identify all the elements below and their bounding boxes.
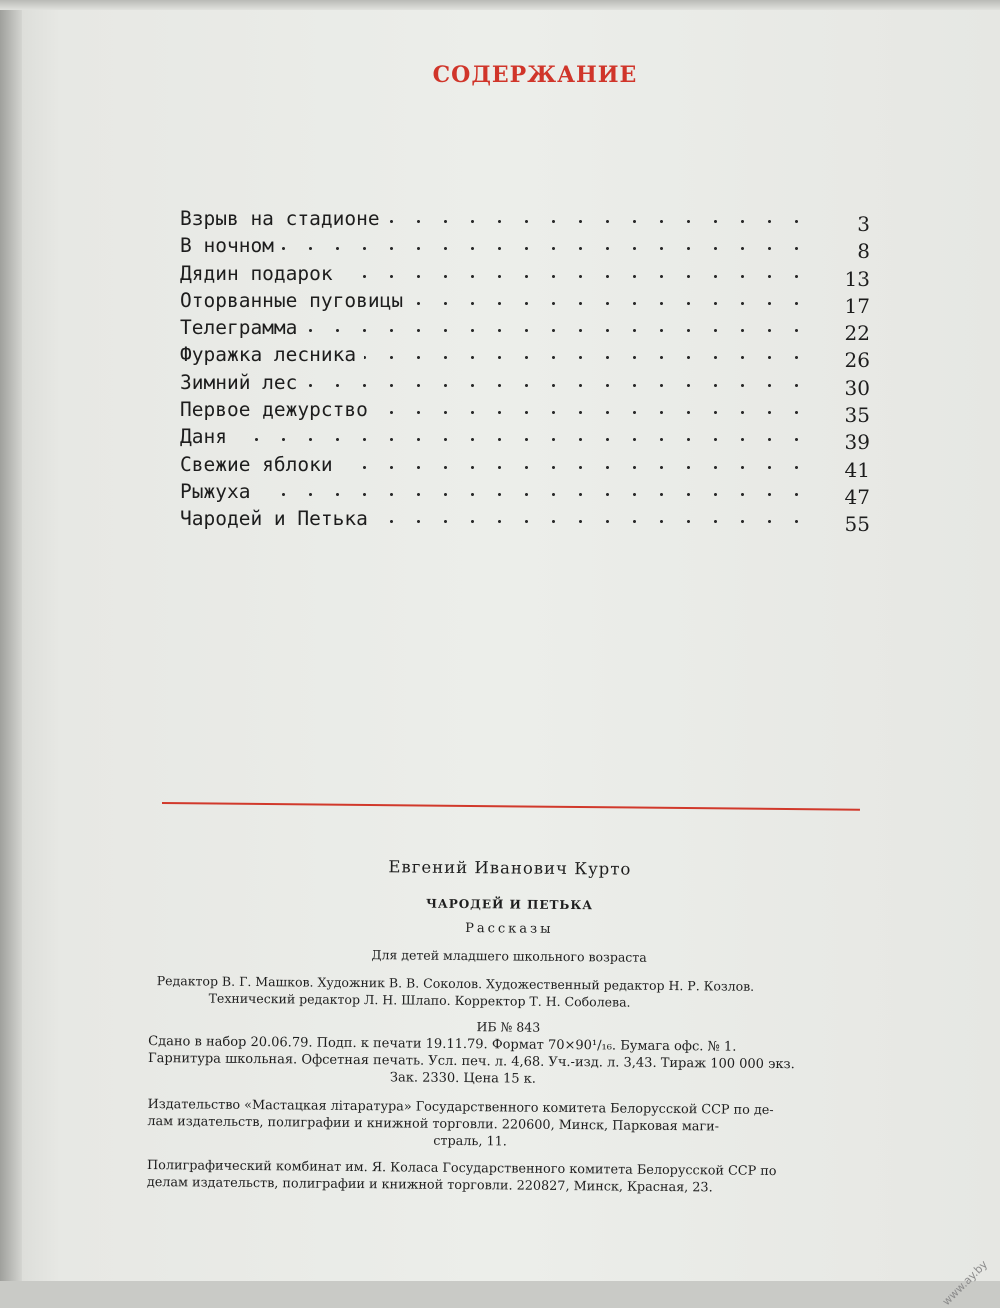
toc-entry [180,423,870,455]
dot-leader [376,411,810,414]
dot-leader [282,247,810,250]
toc-entry-page: 17 [844,293,870,318]
printer-info [147,1157,867,1198]
toc-entry [180,505,870,537]
imprint-block [147,855,870,1198]
isbn-number: ИБ № 843 [476,1019,541,1035]
toc-entry [180,451,870,482]
audience-label: Для детей младшего школьного возраста [371,947,647,965]
toc-entry-page: 13 [844,266,870,291]
genre-label: Рассказы [465,921,554,937]
toc-entry-title: Рыжуха [180,479,251,503]
toc-entry [180,314,870,346]
credits-line: Технический редактор Л. Н. Шлапо. Корректор Т. Н. Соболева. [208,990,631,1010]
toc-entry-page: 55 [844,512,870,537]
toc-entry-title: Свежие яблоки [180,452,333,476]
toc-entry-page: 39 [844,430,870,455]
credits [149,972,869,1013]
toc-entry-title: Чародей и Петька [180,507,368,531]
toc-entry [180,396,870,428]
toc-entry-page: 26 [844,348,870,373]
page-top-edge [0,0,1000,10]
dot-leader [364,356,810,359]
toc-entry-title: Зимний лес [180,370,298,394]
dot-leader [341,275,810,278]
toc-entry-title: Телеграмма [180,316,298,340]
printer-line: делам издательств, полиграфии и книжной торговли. 220827, Минск, Красная, 23. [146,1174,713,1196]
toc-entry [180,205,870,236]
toc-entry-page: 22 [844,321,870,346]
dot-leader [305,329,810,332]
dot-leader [305,384,810,387]
toc-entry-title: Взрыв на стадионе [180,207,380,230]
publisher-line: лам издательств, полиграфии и книжной торговли. 220600, Минск, Парковая маги- [147,1113,720,1135]
toc-entry-title: Даня [180,425,227,449]
book-title: ЧАРОДЕЙ И ПЕТЬКА [425,896,594,913]
toc-entry [180,341,870,373]
print-data-line: Зак. 2330. Цена 15 к. [389,1070,537,1087]
publisher-info [147,1096,867,1154]
dot-leader [258,493,810,496]
publisher-line: Издательство «Мастацкая літаратура» Государственного комитета Белорусской ССР по де- [147,1096,774,1118]
red-divider-line [162,802,860,811]
dot-leader [388,220,810,223]
credits-line: Редактор В. Г. Машков. Художник В. В. Соколов. Художественный редактор Н. Р. Козлов. [156,973,755,994]
table-of-contents [180,205,870,537]
toc-entry-title: В ночном [180,234,274,258]
watermark: www.ay.by [939,1257,990,1308]
printer-line: Полиграфический комбинат им. Я. Коласа Государственного комитета Белорусской ССР по [146,1157,777,1180]
toc-entry-title: Фуражка лесника [180,343,357,367]
toc-entry [180,369,870,400]
toc-entry-page: 35 [844,403,870,428]
toc-entry [180,287,870,318]
toc-entry-title: Оторванные пуговицы [180,288,404,312]
dot-leader [376,520,810,523]
print-data [148,1033,868,1091]
toc-entry-page: 47 [844,484,870,509]
dot-leader [235,438,810,441]
print-data-line: Сдано в набор 20.06.79. Подп. к печати 19.11.79. Формат 70×90¹/₁₆. Бумага офс. № 1. [148,1033,737,1055]
toc-entry [180,260,870,291]
author-name: Евгений Иванович Курто [388,857,632,879]
toc-entry-page: 8 [857,239,870,264]
print-data-line: Гарнитура школьная. Офсетная печать. Усл. печ. л. 4,68. Уч.-изд. л. 3,43. Тираж 100 000 экз. [147,1050,795,1073]
page-edge-shadow [0,0,22,1281]
toc-entry-title: Первое дежурство [180,398,368,422]
toc-entry-page: 41 [844,457,870,482]
publisher-line: страль, 11. [433,1133,507,1150]
toc-entry [180,232,870,264]
toc-entry-title: Дядин подарок [180,261,333,285]
toc-entry-page: 3 [857,212,870,236]
contents-heading: СОДЕРЖАНИЕ [432,62,638,88]
dot-leader [341,466,810,469]
dot-leader [411,302,810,305]
toc-entry-page: 30 [844,375,870,400]
toc-entry [180,478,870,509]
